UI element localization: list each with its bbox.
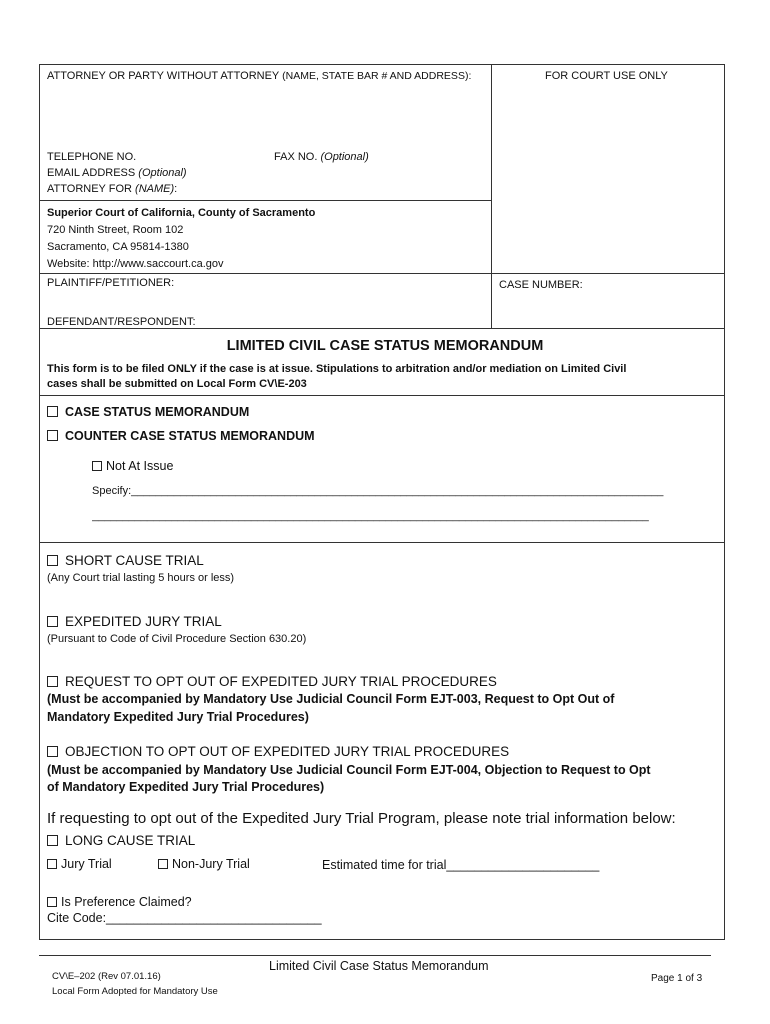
expedited-note: (Pursuant to Code of Civil Procedure Section 630.20): [47, 633, 307, 645]
footer-adopted: Local Form Adopted for Mandatory Use: [52, 986, 218, 997]
fax-optional: (Optional): [320, 151, 369, 163]
long-cause-option[interactable]: [47, 833, 195, 848]
court-use-label: FOR COURT USE ONLY: [545, 70, 668, 82]
footer-form-id: CV\E–202 (Rev 07.01.16): [52, 971, 161, 982]
footer-rule: [39, 955, 711, 956]
objection-option[interactable]: [47, 744, 509, 759]
trial-info-intro: If requesting to opt out of the Expedited Jury Trial Program, please note trial information below:: [47, 810, 676, 827]
attorney-label: [47, 70, 471, 82]
court-city: Sacramento, CA 95814-1380: [47, 241, 189, 253]
filing-note-line1: This form is to be filed ONLY if the case is at issue. Stipulations to arbitration and/or mediation on Limited Civil: [47, 363, 627, 375]
attorney-for-text: ATTORNEY FOR: [47, 183, 132, 195]
objection-note-line2: of Mandatory Expedited Jury Trial Procedures): [47, 780, 325, 794]
opt-out-note-line1: (Must be accompanied by Mandatory Use Judicial Council Form EJT-003, Request to Opt Out of: [47, 692, 615, 706]
telephone-label: TELEPHONE NO.: [47, 151, 137, 163]
short-cause-label: SHORT CAUSE TRIAL: [65, 553, 204, 568]
short-cause-option[interactable]: [47, 553, 204, 568]
fax-label: [274, 151, 369, 163]
not-at-issue-option[interactable]: [92, 459, 173, 473]
court-name: Superior Court of California, County of Sacramento: [47, 207, 316, 219]
plaintiff-label: PLAINTIFF/PETITIONER:: [47, 277, 175, 289]
checkbox-icon[interactable]: [47, 746, 58, 757]
expedited-label: EXPEDITED JURY TRIAL: [65, 614, 222, 629]
checkbox-icon[interactable]: [92, 461, 102, 471]
counter-status-label: COUNTER CASE STATUS MEMORANDUM: [65, 429, 315, 443]
counter-status-option[interactable]: [47, 429, 315, 443]
checkbox-icon[interactable]: [158, 859, 168, 869]
attorney-label-text: ATTORNEY OR PARTY WITHOUT ATTORNEY: [47, 70, 280, 82]
expedited-option[interactable]: [47, 614, 222, 629]
form-title: LIMITED CIVIL CASE STATUS MEMORANDUM: [226, 338, 544, 354]
non-jury-trial-option[interactable]: [158, 857, 250, 871]
divider-court-parties: [39, 273, 725, 274]
case-status-option[interactable]: [47, 405, 249, 419]
jury-trial-option[interactable]: [47, 857, 112, 871]
court-street: 720 Ninth Street, Room 102: [47, 224, 184, 236]
email-text: EMAIL ADDRESS: [47, 167, 136, 179]
page-number: Page 1 of 3: [651, 973, 703, 984]
checkbox-icon[interactable]: [47, 835, 58, 846]
preference-option[interactable]: [47, 895, 192, 909]
attorney-for-label: [47, 183, 177, 195]
non-jury-trial-label: Non-Jury Trial: [172, 857, 250, 871]
not-at-issue-label: Not At Issue: [106, 459, 174, 473]
court-use-divider: [491, 64, 492, 328]
email-optional: (Optional): [138, 167, 187, 179]
objection-label: OBJECTION TO OPT OUT OF EXPEDITED JURY TRIAL PROCEDURES: [65, 744, 510, 759]
specify-field-line2[interactable]: ___________________________________________________________________________________________: [92, 510, 649, 522]
form-frame: [39, 64, 725, 940]
specify-field[interactable]: Specify:_______________________________________________________________________________________: [92, 485, 664, 497]
estimated-time-field[interactable]: Estimated time for trial______________________: [322, 858, 600, 872]
checkbox-icon[interactable]: [47, 897, 57, 907]
opt-out-option[interactable]: [47, 674, 497, 689]
email-label: [47, 167, 187, 179]
divider-memo-options: [39, 542, 725, 543]
footer-title: Limited Civil Case Status Memorandum: [269, 959, 489, 973]
short-cause-note: (Any Court trial lasting 5 hours or less): [47, 572, 235, 584]
filing-note-line2: cases shall be submitted on Local Form CV\E-203: [47, 378, 307, 390]
case-number-label: CASE NUMBER:: [499, 279, 583, 291]
opt-out-note-line2: Mandatory Expedited Jury Trial Procedures): [47, 710, 309, 724]
preference-label: Is Preference Claimed?: [61, 895, 192, 909]
checkbox-icon[interactable]: [47, 430, 58, 441]
checkbox-icon[interactable]: [47, 616, 58, 627]
defendant-label: DEFENDANT/RESPONDENT:: [47, 316, 196, 328]
checkbox-icon[interactable]: [47, 676, 58, 687]
divider-parties-title: [39, 328, 725, 329]
divider-attorney-court: [39, 200, 491, 201]
cite-code-field[interactable]: Cite Code:_______________________________: [47, 911, 322, 925]
divider-title-memo: [39, 395, 725, 396]
objection-note-line1: (Must be accompanied by Mandatory Use Judicial Council Form EJT-004, Objection to Request to Opt: [47, 763, 651, 777]
checkbox-icon[interactable]: [47, 859, 57, 869]
case-status-label: CASE STATUS MEMORANDUM: [65, 405, 250, 419]
attorney-for-name: (NAME): [135, 183, 175, 195]
checkbox-icon[interactable]: [47, 555, 58, 566]
checkbox-icon[interactable]: [47, 406, 58, 417]
opt-out-label: REQUEST TO OPT OUT OF EXPEDITED JURY TRIAL PROCEDURES: [65, 674, 497, 689]
attorney-for-colon: :: [174, 183, 178, 195]
long-cause-label: LONG CAUSE TRIAL: [65, 833, 196, 848]
attorney-sub-text: (NAME, STATE BAR # AND ADDRESS):: [282, 70, 472, 82]
jury-trial-label: Jury Trial: [61, 857, 112, 871]
court-website: Website: http://www.saccourt.ca.gov: [47, 258, 224, 270]
fax-text: FAX NO.: [274, 151, 318, 163]
